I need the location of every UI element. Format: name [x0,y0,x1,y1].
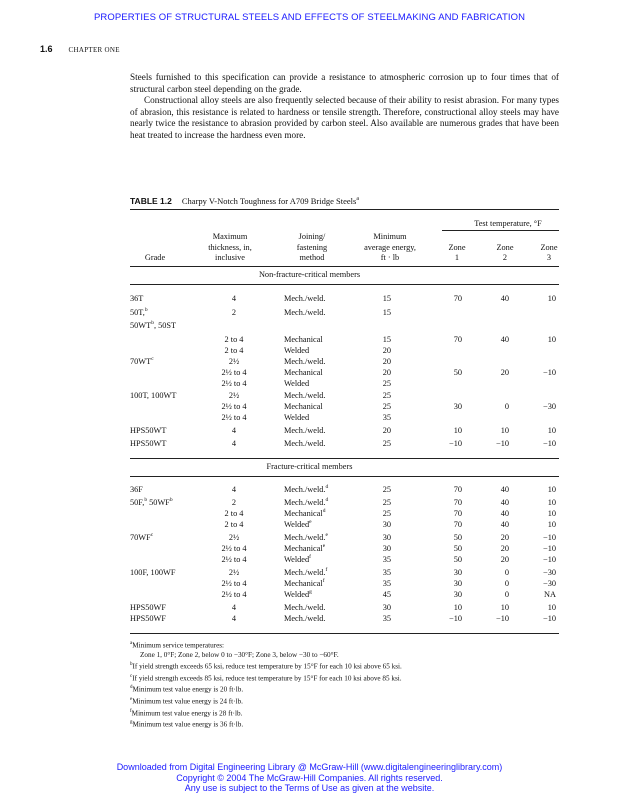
cell-thickness: 2½ to 4 [221,367,247,377]
cell-thickness: 2½ [228,356,240,366]
cell-energy: 30 [382,533,391,542]
cell-thickness: 2 [231,308,237,317]
method-text: Mechanical [284,509,323,518]
footnote-ref: c [150,532,154,539]
cell-thickness: 4 [231,294,237,303]
cell-zone2: 0 [504,401,509,411]
footnote-ref: a [356,196,359,203]
cell-thickness: 2½ [228,390,240,400]
footnote-mark: f [130,708,132,714]
cell-zone2: 20 [500,367,509,377]
cell-thickness: 2½ to 4 [221,579,247,588]
cell-zone2: 20 [500,533,509,542]
cell-zone2: 10 [500,603,509,612]
cell-grade [130,357,154,367]
cell-zone1: 70 [453,498,462,507]
cell-method [284,391,325,401]
method-text: Mech./weld. [284,498,326,507]
method-text: Welded [284,555,310,564]
method-text: Mech./weld. [284,308,326,317]
cell-zone3: −10 [543,544,556,553]
cell-zone1: 30 [453,590,462,599]
footnote-mark: c [130,673,133,679]
cell-zone3: −30 [543,568,556,577]
footnote-ref: f [322,578,325,585]
method-text: Mech./weld. [284,614,326,623]
footnote-text: If yield strength exceeds 65 ksi, reduce test temperature by 15°F for each 10 ksi above 65 ksi. [132,662,402,671]
cell-grade [130,391,176,401]
footnote-ref: b [144,497,148,504]
cell-zone3: 10 [547,425,556,435]
cell-grade [130,426,166,436]
footnote [130,718,559,730]
cell-energy: 25 [382,401,391,411]
cell-method [284,426,325,436]
cell-energy: 20 [382,425,391,435]
header-bottom-rule [130,266,559,267]
cell-grade [130,485,143,495]
grade-text: 70WT [130,356,152,366]
section-label: Fracture-critical members [266,462,353,471]
cell-method [284,614,325,624]
cell-energy: 25 [382,485,391,494]
cell-method [284,520,312,530]
cell-zone3: −10 [543,555,556,564]
cell-grade [130,533,153,543]
method-text: Welded [284,520,310,529]
footnote-text: If yield strength exceeds 85 ksi, reduce test temperature by 15°F for each 10 ksi above 85 ksi. [132,674,402,683]
cell-zone3: −30 [543,401,556,411]
cell-thickness: 2½ to 4 [221,378,247,388]
footnote [130,672,559,684]
cell-thickness: 2½ to 4 [221,590,247,599]
cell-energy: 35 [382,412,391,422]
cell-zone1: 70 [453,334,462,344]
cell-thickness: 4 [231,603,237,612]
footnote-ref: d [322,508,326,515]
footnote [130,695,559,707]
footnote-ref: d [325,497,329,504]
cell-zone3: −30 [543,579,556,588]
col-header-joining: Joining/ fastening method [296,232,328,262]
cell-zone2: −10 [496,438,509,448]
cell-energy: 35 [382,579,391,588]
footnote-text: Minimum test value energy is 36 ft·lb. [132,720,244,729]
cell-energy: 35 [382,614,391,623]
method-text: Mechanical [284,579,323,588]
cell-method [284,308,325,318]
col-header-zone3: Zone 3 [540,242,558,262]
cell-energy: 25 [382,509,391,518]
cell-energy: 20 [382,367,391,377]
footer-line: Any use is subject to the Terms of Use as given at the website. [184,783,435,793]
page-number: 1.6 [40,44,53,54]
cell-zone3: 10 [547,334,556,344]
method-text: Mech./weld. [284,425,326,435]
cell-thickness: 2 to 4 [224,345,244,355]
footnote-ref: f [325,567,328,574]
table-title [130,196,359,206]
grade-text: HPS50WF [130,603,166,612]
col-header-zone1: Zone 1 [448,242,466,262]
cell-method [284,603,325,613]
method-text: Mechanical [284,334,323,344]
cell-zone3: 10 [547,294,556,303]
test-temp-rule [442,230,559,231]
cell-thickness: 2 [231,498,237,507]
cell-zone1: 30 [453,401,462,411]
cell-zone2: 10 [500,425,509,435]
cell-grade [130,294,143,304]
method-text: Welded [284,378,310,388]
footnote-text: Zone 1, 0°F; Zone 2, below 0 to −30°F; Zone 3, below −30 to −60°F. [140,650,339,659]
paragraph: Steels furnished to this specification can provide a resistance to atmospheric corrosion up to four times that of structural carbon steel depending on the grade. [130,72,559,94]
chapter-label: CHAPTER ONE [68,46,120,54]
footnote-mark: e [130,697,133,703]
table-footnotes [130,639,559,730]
cell-energy: 15 [382,334,391,344]
page-heading [40,44,120,54]
cell-energy: 25 [382,390,391,400]
cell-energy: 15 [382,308,391,317]
footnote-mark: g [130,720,133,726]
test-temp-header: Test temperature, °F [474,219,542,228]
cell-method [284,544,325,554]
cell-method [284,357,325,367]
grade-text: 100F, 100WF [130,568,176,577]
cell-method [284,555,311,565]
cell-grade [130,498,173,508]
cell-zone3: 10 [547,498,556,507]
cell-thickness: 2 to 4 [224,520,244,529]
cell-zone2: 0 [504,590,509,599]
cell-grade [130,308,148,318]
cell-energy: 20 [382,345,391,355]
method-text: Mech./weld. [284,294,326,303]
cell-method [284,413,309,423]
method-text: Mechanical [284,367,323,377]
grade-text: , 50ST [153,320,177,330]
method-text: Mechanical [284,401,323,411]
cell-zone3: 10 [547,603,556,612]
section-rule [130,476,559,477]
footer-line: Copyright © 2004 The McGraw-Hill Companies. All rights reserved. [176,772,443,783]
grade-text: 50F, [130,498,145,507]
cell-zone1: −10 [449,614,462,623]
method-text: Mech./weld. [284,390,326,400]
footnote [130,660,559,672]
cell-thickness: 4 [231,485,237,494]
cell-energy: 25 [382,438,391,448]
footnote-text: Minimum service temperatures: [132,641,225,650]
cell-energy: 35 [382,568,391,577]
cell-energy: 30 [382,520,391,529]
cell-thickness: 2 to 4 [224,334,244,344]
running-header: PROPERTIES OF STRUCTURAL STEELS AND EFFECTS OF STEELMAKING AND FABRICATION [93,12,526,23]
section-rule [130,458,559,459]
section-label: Non-fracture-critical members [258,270,361,279]
cell-zone1: 70 [453,485,462,494]
cell-grade [130,439,166,449]
method-text: Mech./weld. [284,568,326,577]
table-caption: Charpy V-Notch Toughness for A709 Bridge Steels [181,196,357,206]
cell-zone1: 10 [453,603,462,612]
footnote-text: Minimum test value energy is 24 ft·lb. [132,697,243,706]
footnote [130,683,559,695]
cell-method [284,568,327,578]
grade-text: HPS50WT [130,438,167,448]
footnote-mark: a [130,641,133,646]
method-text: Welded [284,345,310,355]
grade-text: HPS50WT [130,425,167,435]
cell-zone2: 40 [500,498,509,507]
cell-zone1: 50 [453,555,462,564]
cell-method [284,335,323,345]
cell-zone2: 0 [504,579,509,588]
footnote-ref: g [309,589,312,596]
cell-zone1: 50 [453,533,462,542]
col-header-grade: Grade [144,253,166,262]
cell-zone1: 70 [453,520,462,529]
grade-text: 50T, [130,308,145,317]
cell-thickness: 2 to 4 [224,509,244,518]
cell-method [284,509,325,519]
method-text: Welded [284,412,310,422]
cell-zone2: −10 [496,614,509,623]
cell-thickness: 2½ to 4 [221,544,247,553]
cell-energy: 25 [382,498,391,507]
cell-grade [130,603,166,613]
cell-zone2: 40 [500,509,509,518]
cell-method [284,294,325,304]
section-rule [130,284,559,285]
cell-zone1: 30 [453,579,462,588]
cell-zone3: 10 [547,509,556,518]
cell-energy: 15 [382,294,391,303]
cell-zone1: 30 [453,568,462,577]
col-header-thickness: Maximum thickness, in, inclusive [208,232,252,262]
col-header-zone2: Zone 2 [496,242,514,262]
cell-zone3: −10 [543,438,556,448]
cell-zone2: 40 [500,334,509,344]
method-text: Mechanical [284,544,323,553]
cell-zone1: 70 [453,294,462,303]
footnote-ref: f [309,554,311,561]
grade-text: 100T, 100WT [130,390,177,400]
grade-text: HPS50WF [130,614,166,623]
cell-zone3: −10 [543,614,556,623]
cell-zone2: 20 [500,544,509,553]
cell-energy: 25 [382,378,391,388]
footnote-ref: b [151,319,154,326]
cell-method [284,533,328,543]
cell-thickness: 2½ to 4 [221,555,247,564]
footnote-ref: c [151,355,154,362]
footnote-ref: b [169,497,173,504]
cell-thickness: 2½ to 4 [221,401,247,411]
paragraph: Constructional alloy steels are also frequently selected because of their ability to resist abrasion. For many types of abrasion, this resistance is related to hardness or tensile strength. Therefore, constructional alloy steels may have nearly twice the resistance to abrasion provided by carbon steel. Also available are numerous grades that have been heat treated to increase the hardness even more. [130,95,559,140]
cell-energy: 30 [382,544,391,553]
cell-grade [130,568,175,578]
footnote-mark: d [130,685,133,691]
col-header-energy: Minimum average energy, ft · lb [364,232,416,262]
cell-zone3: 10 [547,520,556,529]
cell-method [284,590,312,600]
table-bottom-rule [130,633,559,634]
footnote-ref: d [325,484,329,491]
cell-method [284,485,328,495]
cell-energy: 30 [382,603,391,612]
cell-zone2: 20 [500,555,509,564]
footnote-ref: b [144,307,148,314]
footnote [130,651,559,660]
footnote-mark: b [130,661,133,667]
table-top-rule [130,209,559,210]
footnote-ref: e [325,532,328,539]
footnote-ref: e [309,519,312,526]
cell-zone2: 40 [500,485,509,494]
cell-zone1: 70 [453,509,462,518]
footnote-ref: e [322,543,326,550]
grade-text: 50WF [147,498,170,507]
cell-zone3: NA [544,590,556,599]
cell-method [284,368,323,378]
cell-thickness: 4 [231,425,237,435]
cell-zone2: 0 [504,568,509,577]
grade-text: 36F [130,485,143,494]
grade-text: 36T [130,294,144,303]
body-text [130,72,559,141]
method-text: Mech./weld. [284,485,326,494]
cell-thickness: 2½ [228,568,240,577]
cell-zone3: −10 [543,367,556,377]
footnote [130,707,559,719]
cell-thickness: 4 [231,438,237,448]
footnote [130,639,559,651]
footer-line: Downloaded from Digital Engineering Library @ McGraw-Hill (www.digitalengineeringlibrary.com) [116,762,503,772]
cell-zone1: 10 [453,425,462,435]
cell-zone2: 40 [500,520,509,529]
download-footer [0,762,619,794]
cell-zone3: 10 [547,485,556,494]
cell-zone1: 50 [453,367,462,377]
cell-method [284,498,328,508]
cell-zone2: 40 [500,294,509,303]
cell-method [284,402,323,412]
cell-energy: 45 [382,590,391,599]
cell-method [284,379,309,389]
grade-text: 50WT [130,320,152,330]
cell-zone1: −10 [449,438,462,448]
cell-zone3: −10 [543,533,556,542]
cell-zone1: 50 [453,544,462,553]
cell-method [284,579,325,589]
method-text: Welded [284,590,310,599]
cell-thickness: 2½ [228,533,240,542]
cell-thickness: 2½ to 4 [221,412,247,422]
grade-text: 70WF [130,533,151,542]
cell-energy: 20 [382,356,391,366]
cell-method [284,439,325,449]
cell-grade [130,614,166,624]
method-text: Mech./weld. [284,356,326,366]
cell-thickness: 4 [231,614,237,623]
method-text: Mech./weld. [284,603,326,612]
footnote-text: Minimum test value energy is 28 ft·lb. [131,709,243,718]
cell-grade [130,321,176,331]
cell-energy: 35 [382,555,391,564]
footnote-text: Minimum test value energy is 20 ft·lb. [132,685,244,694]
cell-method [284,346,309,356]
table-label: TABLE 1.2 [130,196,172,206]
method-text: Mech./weld. [284,533,326,542]
method-text: Mech./weld. [284,438,326,448]
